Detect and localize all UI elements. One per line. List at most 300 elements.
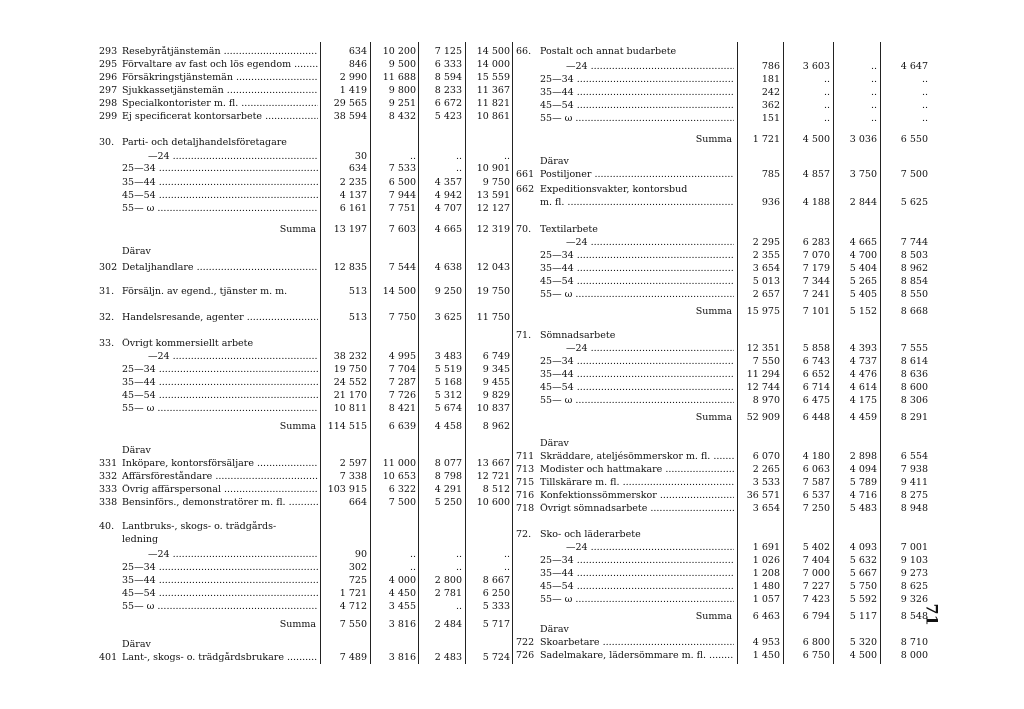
row-code: 302 bbox=[99, 262, 118, 273]
row-label: 25—34 ..... bbox=[540, 555, 734, 567]
value-cell-col4: 8 512 bbox=[482, 484, 510, 495]
value-cell-col4: 9 326 bbox=[900, 594, 928, 605]
value-cell-col2: 7 250 bbox=[802, 503, 830, 514]
value-cell-col2: 7 587 bbox=[802, 477, 830, 488]
value-cell-col3: 2 484 bbox=[434, 619, 462, 630]
value-cell-col4: .. bbox=[921, 100, 928, 111]
summa-label: Summa bbox=[279, 619, 316, 630]
value-cell-col1: 786 bbox=[761, 61, 780, 72]
row-label: —24 ..... bbox=[566, 542, 734, 554]
value-cell-col4: 8 636 bbox=[900, 369, 928, 380]
row-label: 55— ω ..... bbox=[122, 403, 318, 415]
value-cell-col1: 151 bbox=[761, 113, 780, 124]
value-cell-col3: 5 265 bbox=[849, 276, 877, 287]
value-cell-col2: 7 944 bbox=[388, 190, 416, 201]
row-code: 297 bbox=[99, 85, 118, 96]
value-cell-col1: 10 811 bbox=[333, 403, 367, 414]
row-label: 55— ω ..... bbox=[540, 289, 734, 301]
value-cell-col4: 12 043 bbox=[476, 262, 510, 273]
value-cell-col1: 4 712 bbox=[339, 601, 367, 612]
value-cell-col2: 7 533 bbox=[388, 163, 416, 174]
row-label: 25—34 ..... bbox=[122, 364, 318, 376]
value-cell-col4: 6 550 bbox=[900, 134, 928, 145]
table-row bbox=[516, 61, 930, 73]
value-cell-col1: 6 463 bbox=[752, 611, 780, 622]
value-cell-col4: 7 744 bbox=[900, 237, 928, 248]
value-cell-col2: 4 180 bbox=[802, 451, 830, 462]
value-cell-col3: 4 716 bbox=[849, 490, 877, 501]
table-row bbox=[99, 588, 512, 600]
value-cell-col1: 1 480 bbox=[752, 581, 780, 592]
value-cell-col2: 10 200 bbox=[382, 46, 416, 57]
value-cell-col1: 362 bbox=[761, 100, 780, 111]
row-label: 35—44 ..... bbox=[540, 568, 734, 580]
value-cell-col2: 7 070 bbox=[802, 250, 830, 261]
table-row bbox=[99, 203, 512, 215]
row-label: Tillskärare m. fl. ..... bbox=[540, 477, 734, 489]
value-cell-col2: 10 653 bbox=[382, 471, 416, 482]
row-code: 718 bbox=[516, 503, 535, 514]
table-row bbox=[516, 197, 930, 209]
row-code: 332 bbox=[99, 471, 118, 482]
value-cell-col4: 13 591 bbox=[476, 190, 510, 201]
value-cell-col4: 8 962 bbox=[482, 421, 510, 432]
page-number: 71 bbox=[922, 603, 942, 626]
value-cell-col4: 8 550 bbox=[900, 289, 928, 300]
row-label: —24 ..... bbox=[148, 351, 318, 363]
value-cell-col3: .. bbox=[455, 151, 462, 162]
row-label: —24 ..... bbox=[566, 343, 734, 355]
table-row bbox=[99, 111, 512, 123]
table-row bbox=[516, 184, 930, 196]
value-cell-col2: 3 816 bbox=[388, 652, 416, 663]
table-row bbox=[516, 306, 930, 318]
value-cell-col4: 11 367 bbox=[476, 85, 510, 96]
table-row bbox=[99, 85, 512, 97]
value-cell-col2: 7 179 bbox=[802, 263, 830, 274]
value-cell-col4: .. bbox=[921, 113, 928, 124]
value-cell-col1: 11 294 bbox=[746, 369, 780, 380]
row-label: 35—44 ..... bbox=[122, 377, 318, 389]
value-cell-col1: 3 533 bbox=[752, 477, 780, 488]
table-row bbox=[99, 390, 512, 402]
table-row bbox=[516, 263, 930, 275]
row-code: 331 bbox=[99, 458, 118, 469]
row-label: 25—34 ..... bbox=[540, 74, 734, 86]
row-label: Resebyråtjänstemän ..... bbox=[122, 46, 318, 58]
table-row bbox=[516, 503, 930, 515]
value-cell-col3: 4 638 bbox=[434, 262, 462, 273]
value-cell-col1: 21 170 bbox=[333, 390, 367, 401]
value-cell-col3: 2 800 bbox=[434, 575, 462, 586]
row-code: 70. bbox=[516, 224, 532, 235]
value-cell-col1: 936 bbox=[761, 197, 780, 208]
row-label: Postalt och annat budarbete bbox=[540, 46, 677, 57]
table-row bbox=[516, 568, 930, 580]
row-code: 33. bbox=[99, 338, 115, 349]
row-label: 25—34 ..... bbox=[122, 562, 318, 574]
value-cell-col1: 2 265 bbox=[752, 464, 780, 475]
value-cell-col2: 4 500 bbox=[802, 134, 830, 145]
value-cell-col3: 5 152 bbox=[849, 306, 877, 317]
row-label: —24 ..... bbox=[148, 549, 318, 561]
value-cell-col2: 8 432 bbox=[388, 111, 416, 122]
row-label: Handelsresande, agenter ..... bbox=[122, 312, 318, 324]
row-label: Därav bbox=[122, 246, 151, 257]
value-cell-col4: 8 503 bbox=[900, 250, 928, 261]
row-label: Sko- och läderarbete bbox=[540, 529, 641, 540]
row-label: Sadelmakare, lädersömmare m. fl. ..... bbox=[540, 650, 734, 662]
value-cell-col4: 5 717 bbox=[482, 619, 510, 630]
value-cell-col2: 7 500 bbox=[388, 497, 416, 508]
value-cell-col3: 4 665 bbox=[434, 224, 462, 235]
value-cell-col3: 4 393 bbox=[849, 343, 877, 354]
value-cell-col4: 8 854 bbox=[900, 276, 928, 287]
value-cell-col1: 3 654 bbox=[752, 503, 780, 514]
value-cell-col2: .. bbox=[823, 113, 830, 124]
table-row bbox=[516, 356, 930, 368]
row-label: —24 ..... bbox=[566, 61, 734, 73]
table-row bbox=[99, 59, 512, 71]
value-cell-col3: 5 117 bbox=[849, 611, 877, 622]
summa-label: Summa bbox=[279, 224, 316, 235]
value-cell-col3: 3 625 bbox=[434, 312, 462, 323]
row-label: Övrigt kommersiellt arbete bbox=[122, 338, 254, 349]
value-cell-col3: 5 404 bbox=[849, 263, 877, 274]
value-cell-col3: 4 175 bbox=[849, 395, 877, 406]
value-cell-col4: .. bbox=[503, 151, 510, 162]
value-cell-col1: 634 bbox=[348, 163, 367, 174]
table-row bbox=[516, 169, 930, 181]
value-cell-col2: 3 816 bbox=[388, 619, 416, 630]
table-row bbox=[99, 351, 512, 363]
value-cell-col1: 513 bbox=[348, 312, 367, 323]
value-cell-col1: 4 137 bbox=[339, 190, 367, 201]
value-cell-col4: 9 829 bbox=[482, 390, 510, 401]
value-cell-col3: 7 125 bbox=[434, 46, 462, 57]
table-row bbox=[516, 46, 930, 58]
table-row bbox=[99, 377, 512, 389]
value-cell-col4: 8 275 bbox=[900, 490, 928, 501]
row-label: 45—54 ..... bbox=[122, 190, 318, 202]
value-cell-col1: 12 835 bbox=[333, 262, 367, 273]
table-row bbox=[516, 477, 930, 489]
value-cell-col1: 38 594 bbox=[333, 111, 367, 122]
value-cell-col3: .. bbox=[455, 601, 462, 612]
row-label: Affärsföreståndare ..... bbox=[122, 471, 318, 483]
value-cell-col4: 12 721 bbox=[476, 471, 510, 482]
table-row bbox=[516, 237, 930, 249]
value-cell-col2: .. bbox=[823, 74, 830, 85]
row-code: 32. bbox=[99, 312, 115, 323]
value-cell-col3: 5 750 bbox=[849, 581, 877, 592]
value-cell-col3: .. bbox=[870, 87, 877, 98]
table-row bbox=[516, 343, 930, 355]
value-cell-col4: 8 600 bbox=[900, 382, 928, 393]
row-label: ledning bbox=[122, 534, 159, 545]
table-row bbox=[99, 421, 512, 433]
value-cell-col1: 2 597 bbox=[339, 458, 367, 469]
value-cell-col1: 24 552 bbox=[333, 377, 367, 388]
value-cell-col4: 10 861 bbox=[476, 111, 510, 122]
value-cell-col1: 8 970 bbox=[752, 395, 780, 406]
value-cell-col2: 3 455 bbox=[388, 601, 416, 612]
value-cell-col4: 8 000 bbox=[900, 650, 928, 661]
row-label: Lant-, skogs- o. trädgårdsbrukare ..... bbox=[122, 652, 318, 664]
value-cell-col2: 3 603 bbox=[802, 61, 830, 72]
value-cell-col2: 11 000 bbox=[382, 458, 416, 469]
table-row bbox=[99, 458, 512, 470]
table-row bbox=[516, 113, 930, 125]
value-cell-col1: 664 bbox=[348, 497, 367, 508]
table-row bbox=[99, 575, 512, 587]
value-cell-col1: 785 bbox=[761, 169, 780, 180]
value-cell-col1: 7 550 bbox=[752, 356, 780, 367]
value-cell-col3: 4 737 bbox=[849, 356, 877, 367]
value-cell-col1: 7 550 bbox=[339, 619, 367, 630]
table-row bbox=[516, 100, 930, 112]
value-cell-col2: .. bbox=[409, 549, 416, 560]
table-row bbox=[99, 562, 512, 574]
value-cell-col1: 114 515 bbox=[327, 421, 367, 432]
value-cell-col3: 6 333 bbox=[434, 59, 462, 70]
value-cell-col3: 4 707 bbox=[434, 203, 462, 214]
value-cell-col1: 12 744 bbox=[746, 382, 780, 393]
value-cell-col3: 4 500 bbox=[849, 650, 877, 661]
value-cell-col1: 90 bbox=[354, 549, 367, 560]
value-cell-col2: 7 704 bbox=[388, 364, 416, 375]
value-cell-col4: 11 750 bbox=[476, 312, 510, 323]
value-cell-col1: 2 235 bbox=[339, 177, 367, 188]
row-code: 299 bbox=[99, 111, 118, 122]
value-cell-col3: 5 168 bbox=[434, 377, 462, 388]
value-cell-col4: 10 600 bbox=[476, 497, 510, 508]
value-cell-col4: 7 555 bbox=[900, 343, 928, 354]
value-cell-col4: 4 647 bbox=[900, 61, 928, 72]
value-cell-col1: 1 691 bbox=[752, 542, 780, 553]
value-cell-col2: 7 227 bbox=[802, 581, 830, 592]
value-cell-col2: 6 800 bbox=[802, 637, 830, 648]
table-row bbox=[99, 445, 512, 457]
row-label: 45—54 ..... bbox=[122, 588, 318, 600]
value-cell-col3: 5 789 bbox=[849, 477, 877, 488]
value-cell-col2: 9 800 bbox=[388, 85, 416, 96]
row-label: Parti- och detaljhandelsföretagare bbox=[122, 137, 287, 148]
value-cell-col4: 14 500 bbox=[476, 46, 510, 57]
value-cell-col1: 5 013 bbox=[752, 276, 780, 287]
value-cell-col4: 9 411 bbox=[900, 477, 928, 488]
table-row bbox=[516, 581, 930, 593]
value-cell-col4: 7 938 bbox=[900, 464, 928, 475]
value-cell-col4: 6 554 bbox=[900, 451, 928, 462]
row-label: Övrigt sömnadsarbete ..... bbox=[540, 503, 734, 515]
row-label: Därav bbox=[540, 156, 569, 167]
value-cell-col3: 5 405 bbox=[849, 289, 877, 300]
table-row bbox=[99, 364, 512, 376]
value-cell-col1: 2 990 bbox=[339, 72, 367, 83]
value-cell-col2: 4 000 bbox=[388, 575, 416, 586]
row-label: Specialkontorister m. fl. ..... bbox=[122, 98, 318, 110]
value-cell-col2: 7 287 bbox=[388, 377, 416, 388]
value-cell-col2: 7 603 bbox=[388, 224, 416, 235]
value-cell-col2: 7 241 bbox=[802, 289, 830, 300]
value-cell-col3: 6 672 bbox=[434, 98, 462, 109]
value-cell-col1: 52 909 bbox=[746, 412, 780, 423]
row-label: Försäkringstjänstemän ..... bbox=[122, 72, 318, 84]
value-cell-col3: 2 844 bbox=[849, 197, 877, 208]
table-row bbox=[99, 619, 512, 631]
value-cell-col3: 8 077 bbox=[434, 458, 462, 469]
value-cell-col1: 36 571 bbox=[746, 490, 780, 501]
left-column-rule-4 bbox=[512, 42, 513, 664]
value-cell-col1: 103 915 bbox=[327, 484, 367, 495]
row-label: Bensinförs., demonstratörer m. fl. ..... bbox=[122, 497, 318, 509]
value-cell-col4: .. bbox=[503, 549, 510, 560]
value-cell-col3: 3 483 bbox=[434, 351, 462, 362]
row-label: 45—54 ..... bbox=[540, 100, 734, 112]
table-row bbox=[99, 246, 512, 258]
value-cell-col4: 14 000 bbox=[476, 59, 510, 70]
value-cell-col2: 5 858 bbox=[802, 343, 830, 354]
value-cell-col3: 4 942 bbox=[434, 190, 462, 201]
value-cell-col1: 29 565 bbox=[333, 98, 367, 109]
table-row bbox=[516, 490, 930, 502]
value-cell-col4: 8 710 bbox=[900, 637, 928, 648]
value-cell-col4: 6 250 bbox=[482, 588, 510, 599]
value-cell-col2: 4 995 bbox=[388, 351, 416, 362]
row-label: 55— ω ..... bbox=[122, 601, 318, 613]
value-cell-col1: 2 355 bbox=[752, 250, 780, 261]
value-cell-col4: 10 901 bbox=[476, 163, 510, 174]
value-cell-col4: 7 001 bbox=[900, 542, 928, 553]
value-cell-col4: 8 668 bbox=[900, 306, 928, 317]
value-cell-col1: 7 338 bbox=[339, 471, 367, 482]
table-row bbox=[516, 369, 930, 381]
value-cell-col4: 15 559 bbox=[476, 72, 510, 83]
value-cell-col4: .. bbox=[921, 74, 928, 85]
value-cell-col4: 9 455 bbox=[482, 377, 510, 388]
table-row bbox=[516, 289, 930, 301]
table-row bbox=[99, 403, 512, 415]
value-cell-col4: 8 948 bbox=[900, 503, 928, 514]
row-code: 722 bbox=[516, 637, 535, 648]
value-cell-col1: 30 bbox=[354, 151, 367, 162]
value-cell-col3: 8 798 bbox=[434, 471, 462, 482]
value-cell-col3: .. bbox=[870, 100, 877, 111]
summa-label: Summa bbox=[695, 412, 732, 423]
value-cell-col1: 513 bbox=[348, 286, 367, 297]
value-cell-col2: 6 537 bbox=[802, 490, 830, 501]
value-cell-col4: 8 306 bbox=[900, 395, 928, 406]
value-cell-col2: 6 743 bbox=[802, 356, 830, 367]
value-cell-col3: .. bbox=[455, 549, 462, 560]
row-label: Därav bbox=[540, 438, 569, 449]
row-label: 35—44 ..... bbox=[540, 263, 734, 275]
row-label: Expeditionsvakter, kontorsbud bbox=[540, 184, 688, 195]
value-cell-col4: .. bbox=[921, 87, 928, 98]
value-cell-col1: 1 721 bbox=[339, 588, 367, 599]
value-cell-col1: 38 232 bbox=[333, 351, 367, 362]
value-cell-col2: 6 500 bbox=[388, 177, 416, 188]
row-label: 35—44 ..... bbox=[122, 177, 318, 189]
table-row bbox=[99, 224, 512, 236]
table-row bbox=[99, 151, 512, 163]
value-cell-col2: 4 450 bbox=[388, 588, 416, 599]
table-row bbox=[516, 594, 930, 606]
table-row bbox=[516, 276, 930, 288]
value-cell-col3: 8 594 bbox=[434, 72, 462, 83]
value-cell-col2: 11 688 bbox=[382, 72, 416, 83]
value-cell-col2: 7 344 bbox=[802, 276, 830, 287]
value-cell-col4: 12 127 bbox=[476, 203, 510, 214]
value-cell-col3: 5 250 bbox=[434, 497, 462, 508]
value-cell-col1: 12 351 bbox=[746, 343, 780, 354]
value-cell-col4: 10 837 bbox=[476, 403, 510, 414]
row-code: 72. bbox=[516, 529, 532, 540]
row-label: Textilarbete bbox=[540, 224, 598, 235]
value-cell-col1: 1 450 bbox=[752, 650, 780, 661]
value-cell-col4: 9 345 bbox=[482, 364, 510, 375]
value-cell-col1: 181 bbox=[761, 74, 780, 85]
value-cell-col2: .. bbox=[823, 87, 830, 98]
row-label: Postiljoner ..... bbox=[540, 169, 734, 181]
table-row bbox=[516, 464, 930, 476]
row-code: 662 bbox=[516, 184, 535, 195]
value-cell-col3: 4 614 bbox=[849, 382, 877, 393]
table-row bbox=[516, 624, 930, 636]
value-cell-col3: 4 458 bbox=[434, 421, 462, 432]
value-cell-col1: 2 295 bbox=[752, 237, 780, 248]
row-label: Övrig affärspersonal ..... bbox=[122, 484, 318, 496]
table-row bbox=[99, 286, 512, 298]
value-cell-col1: 1 208 bbox=[752, 568, 780, 579]
value-cell-col4: 8 291 bbox=[900, 412, 928, 423]
row-code: 40. bbox=[99, 521, 115, 532]
row-label: 25—34 ..... bbox=[540, 356, 734, 368]
value-cell-col4: 13 667 bbox=[476, 458, 510, 469]
value-cell-col4: 8 548 bbox=[900, 611, 928, 622]
value-cell-col3: .. bbox=[870, 61, 877, 72]
table-row bbox=[99, 601, 512, 613]
table-row bbox=[99, 262, 512, 274]
value-cell-col1: 846 bbox=[348, 59, 367, 70]
row-label: 45—54 ..... bbox=[540, 382, 734, 394]
table-row bbox=[516, 134, 930, 146]
row-label: 35—44 ..... bbox=[540, 369, 734, 381]
value-cell-col3: 5 519 bbox=[434, 364, 462, 375]
value-cell-col1: 4 953 bbox=[752, 637, 780, 648]
row-code: 338 bbox=[99, 497, 118, 508]
value-cell-col3: .. bbox=[455, 562, 462, 573]
table-row bbox=[516, 395, 930, 407]
row-label: 25—34 ..... bbox=[540, 250, 734, 262]
value-cell-col4: 9 103 bbox=[900, 555, 928, 566]
value-cell-col4: 5 333 bbox=[482, 601, 510, 612]
row-code: 298 bbox=[99, 98, 118, 109]
table-row bbox=[99, 137, 512, 149]
value-cell-col1: 3 654 bbox=[752, 263, 780, 274]
value-cell-col1: 725 bbox=[348, 575, 367, 586]
value-cell-col2: 5 402 bbox=[802, 542, 830, 553]
value-cell-col2: 9 500 bbox=[388, 59, 416, 70]
summa-label: Summa bbox=[695, 611, 732, 622]
value-cell-col2: 7 544 bbox=[388, 262, 416, 273]
row-code: 30. bbox=[99, 137, 115, 148]
table-row bbox=[516, 74, 930, 86]
table-row bbox=[99, 471, 512, 483]
value-cell-col4: 8 962 bbox=[900, 263, 928, 274]
value-cell-col2: 6 639 bbox=[388, 421, 416, 432]
